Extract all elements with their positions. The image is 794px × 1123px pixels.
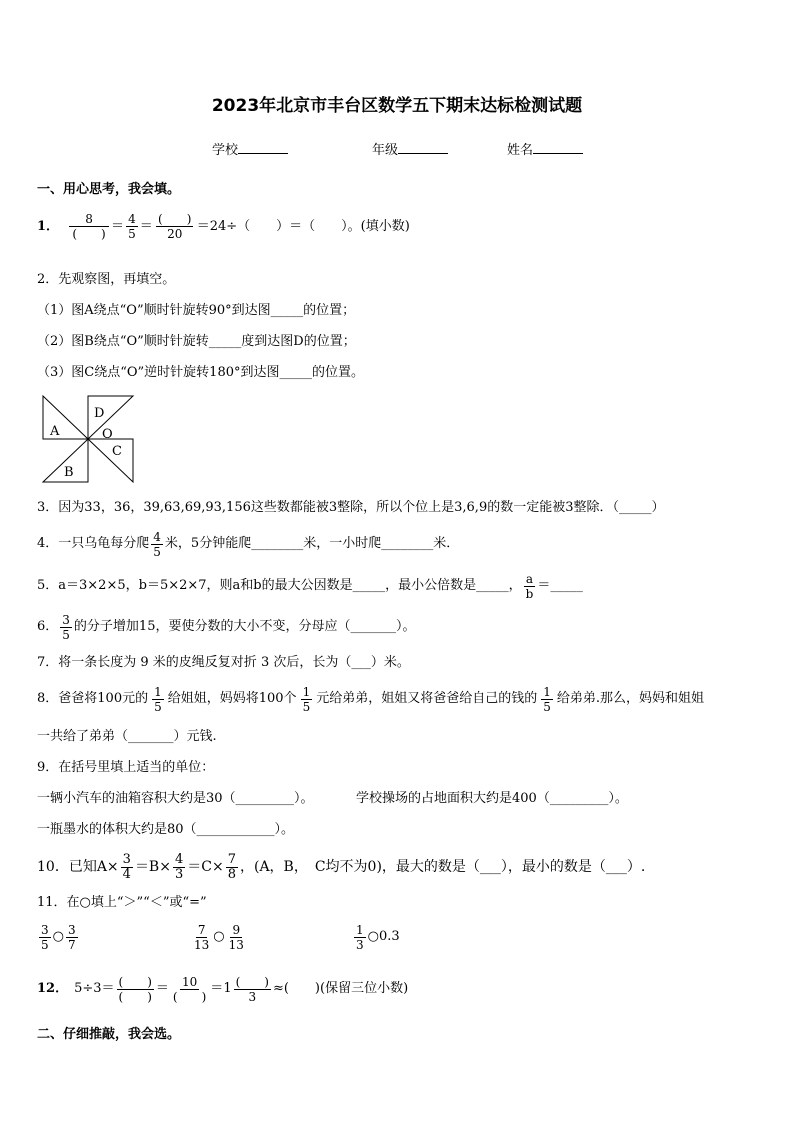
question-11-c: $\frac{1}{3}$ ○ 0.3 [356, 922, 400, 952]
q1-fraction-3: $\frac{( )}{20}$ [158, 212, 192, 241]
q10-fraction-2: $\frac{4}{3}$ [174, 851, 184, 882]
q10-fraction-1: $\frac{3}{4}$ [122, 851, 131, 882]
question-11-a [37, 918, 80, 956]
question-2-stem: 2．先观察图，再填空。 [37, 272, 176, 287]
name-label: 姓名 [507, 143, 534, 158]
q8-fraction-1: $\frac{1}{5}$ [154, 684, 162, 714]
question-5: 5．a＝3×2×5，b＝5×2×7，则a和b的最大公因数是_____，最小公倍数是_____， $\frac{a}{b}$ ＝_____ [37, 571, 583, 601]
question-4: 4．一只乌龟每分爬 $\frac{4}{5}$ 米，5分钟能爬________米，一小时爬________米． [37, 529, 460, 559]
comparison-circle[interactable]: ○ [213, 929, 225, 944]
q1-fraction-2: $\frac{4}{5}$ [128, 212, 136, 241]
comparison-circle[interactable]: ○ [52, 929, 64, 944]
question-6: 6． $\frac{3}{5}$ 的分子增加15，要使分数的大小不变，分母应（_______）。 [37, 612, 416, 642]
q10-fraction-3: $\frac{7}{8}$ [227, 851, 236, 882]
q1-fraction-1: $\frac{8}{( )}$ [69, 212, 109, 241]
question-9-c: 一瓶墨水的体积大约是80（____________）。 [37, 822, 295, 837]
comparison-circle[interactable]: ○ [367, 929, 379, 944]
question-8: 8．爸爸将100元的 $\frac{1}{5}$ 给姐姐，妈妈将100个 $\frac{1}{5}$ 元给弟弟，姐姐又将爸爸给自己的钱的 $\frac{1}{5}$ 给弟弟.那么，妈妈和姐姐 [37, 684, 704, 714]
label-d: D [94, 406, 105, 421]
question-2-part-1: （1）图A绕点“O”顺时针旋转90°到达图_____的位置； [37, 303, 356, 318]
triangle-c [88, 439, 133, 482]
q4-fraction: $\frac{4}{5}$ [153, 529, 161, 559]
rotation-figure [40, 393, 136, 485]
question-9-stem: 9．在括号里填上适当的单位： [37, 760, 215, 775]
label-c: C [112, 444, 122, 459]
label-o: O [102, 427, 113, 442]
grade-label: 年级 [372, 143, 399, 158]
name-field[interactable] [507, 141, 583, 159]
school-field[interactable] [212, 141, 288, 159]
school-label: 学校 [212, 143, 239, 158]
q8-fraction-2: $\frac{1}{5}$ [302, 684, 311, 714]
question-9-a: 一辆小汽车的油箱容积大约是30（_________）。 [37, 791, 314, 806]
q12-fraction-1: $\frac{( )}{( )}$ [118, 974, 152, 1004]
question-2-part-3: （3）图C绕点“O”逆时针旋转180°到达图_____的位置。 [37, 365, 364, 380]
question-8-line-2: 一共给了弟弟（_______）元钱. [37, 729, 217, 744]
q5-fraction: $\frac{a}{b}$ [525, 571, 534, 601]
question-9-b: 学校操场的占地面积大约是400（_________）。 [356, 791, 628, 806]
q12-fraction-2: $\frac{10}{( )}$ [172, 974, 207, 1004]
question-1: 1． $\frac{8}{( )}$ ＝ $\frac{4}{5}$ ＝ $\frac{( )}{20}$ ＝24÷（ ）＝（ ）。(填小数) [37, 212, 410, 241]
q11-b-fraction-1: $\frac{7}{13}$ [194, 922, 210, 952]
q11-c-fraction: $\frac{1}{3}$ [356, 922, 364, 952]
q11-b-fraction-2: $\frac{9}{13}$ [228, 922, 244, 952]
q8-fraction-3: $\frac{1}{5}$ [543, 684, 551, 714]
q6-fraction: $\frac{3}{5}$ [62, 612, 70, 642]
grade-field[interactable] [372, 141, 448, 159]
question-11-stem: 11．在○填上“＞”“＜”或“=” [37, 895, 207, 910]
question-2-part-2: （2）图B绕点“O”顺时针旋转_____度到达图D的位置； [37, 334, 356, 349]
question-12: 12． 5÷3＝ $\frac{( )}{( )}$ ＝ $\frac{10}{( )}$ ＝ 1 $\frac{( )}{3}$ ≈( )(保留三位小数) [37, 974, 409, 1004]
section-one-heading: 一、用心思考，我会填。 [37, 182, 181, 197]
page-title: 2023年北京市丰台区数学五下期末达标检测试题 [211, 96, 583, 116]
label-a: A [50, 424, 60, 439]
question-11-b [190, 918, 248, 956]
question-7: 7．将一条长度为 9 米的皮绳反复对折 3 次后，长为（___）米。 [37, 655, 410, 670]
q1-rest: ＝24÷（ ）＝（ ）。(填小数) [196, 218, 410, 234]
section-two-heading: 二、仔细推敲，我会选。 [37, 1027, 181, 1042]
q12-fraction-3: $\frac{( )}{3}$ [235, 974, 269, 1004]
q1-number: 1． [37, 218, 60, 234]
question-10: 10．已知A× $\frac{3}{4}$ ＝B× $\frac{4}{3}$ ＝C× $\frac{7}{8}$ ，(A，B， C均不为0)，最大的数是（___），最小的数是（___）. [37, 851, 646, 882]
q11-a-fraction-1: $\frac{3}{5}$ [41, 922, 49, 952]
q11-a-fraction-2: $\frac{3}{7}$ [67, 922, 76, 952]
label-b: B [64, 465, 74, 480]
question-3: 3．因为33，36，39,63,69,93,156这些数都能被3整除，所以个位上是3,6,9的数一定能被3整除．（_____） [37, 500, 665, 515]
